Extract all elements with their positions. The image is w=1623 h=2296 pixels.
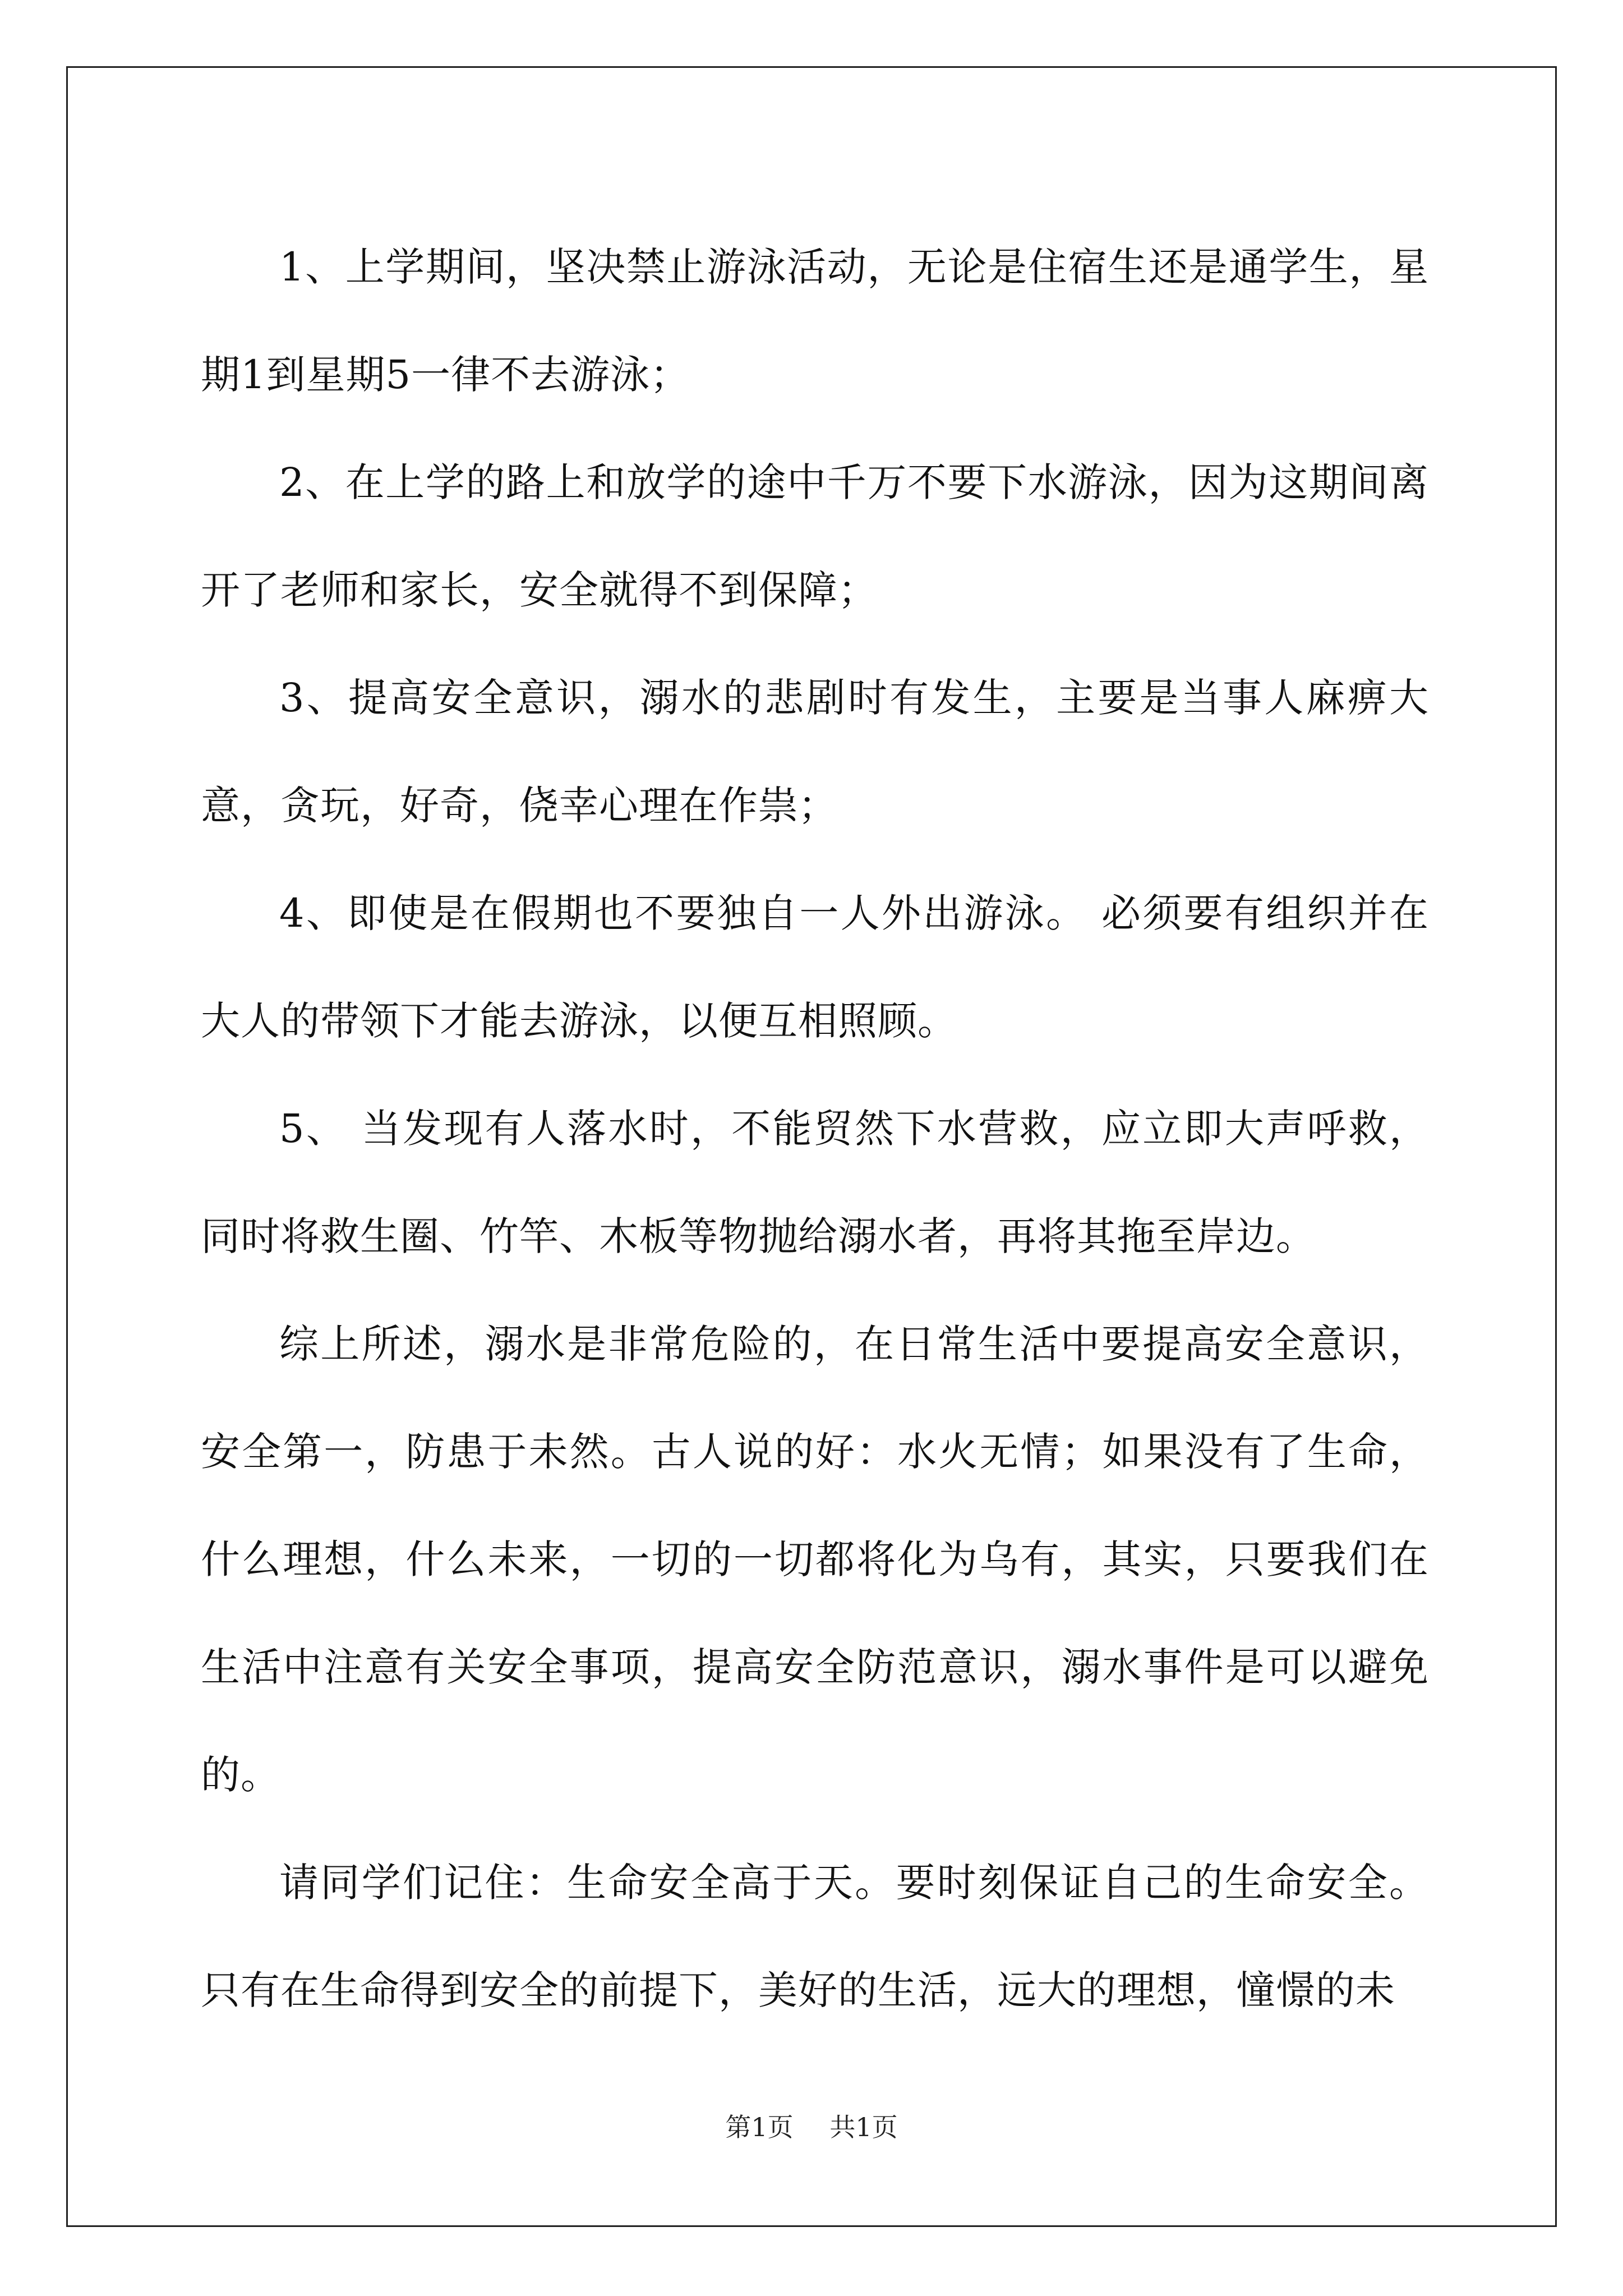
paragraph-3: 3、提高安全意识，溺水的悲剧时有发生，主要是当事人麻痹大意，贪玩，好奇，侥幸心理在作祟； [201, 675, 1429, 829]
paragraph-1: 1、上学期间，坚决禁止游泳活动，无论是住宿生还是通学生，星期1到星期5一律不去游泳； [201, 244, 1429, 398]
paragraph-2: 2、在上学的路上和放学的途中千万不要下水游泳，因为这期间离开了老师和家长，安全就得不到保障； [201, 459, 1429, 613]
page-number: 第1页 [725, 2112, 794, 2142]
page-footer [0, 2110, 1623, 2144]
page-total: 共1页 [829, 2112, 898, 2142]
paragraph-summary: 综上所述，溺水是非常危险的，在日常生活中要提高安全意识，安全第一，防患于未然。古人说的好：水火无情；如果没有了生命，什么理想，什么未来，一切的一切都将化为乌有，其实，只要我们在生活中注意有关安全事项，提高安全防范意识，溺水事件是可以避免的。 [201, 1321, 1429, 1798]
paragraph-reminder: 请同学们记住：生命安全高于天。要时刻保证自己的生命安全。只有在生命得到安全的前提下，美好的生活，远大的理想，憧憬的未 [201, 1860, 1429, 2013]
document-body [201, 213, 1429, 2044]
paragraph-4: 4、即使是在假期也不要独自一人外出游泳。 必须要有组织并在大人的带领下才能去游泳，以便互相照顾。 [201, 890, 1429, 1044]
paragraph-5: 5、 当发现有人落水时，不能贸然下水营救，应立即大声呼救，同时将救生圈、竹竿、木板等物抛给溺水者，再将其拖至岸边。 [201, 1106, 1429, 1259]
